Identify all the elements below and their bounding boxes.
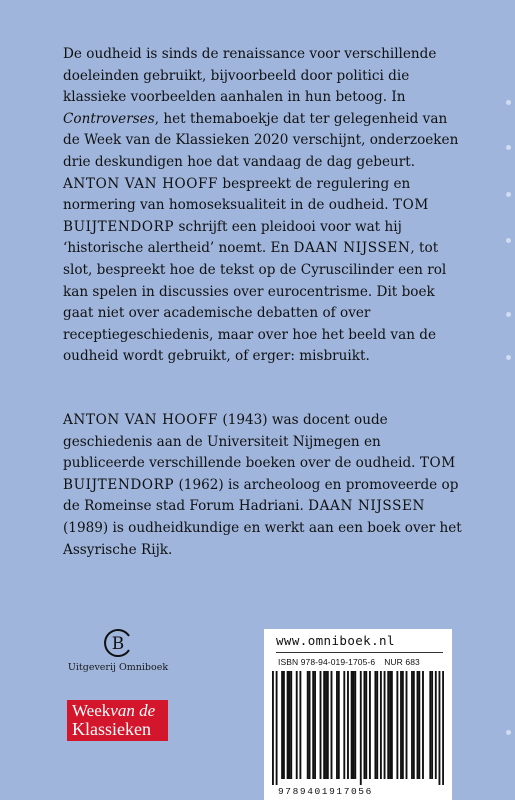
barcode-bar: [429, 671, 431, 779]
bio-name-daan-nijssen: DAAN NIJSSEN: [308, 498, 426, 515]
barcode-bar: [281, 671, 283, 779]
barcode-bar: [325, 671, 327, 779]
edge-mark: [506, 312, 511, 317]
edge-mark: [506, 238, 511, 243]
barcode-bar: [353, 671, 355, 779]
barcode-bar: [320, 671, 322, 779]
barcode-bar: [435, 671, 437, 779]
isbn-number: ISBN 978-94-019-1705-6: [278, 657, 376, 667]
edge-mark: [506, 192, 511, 197]
barcode-bar: [365, 671, 367, 779]
barcode-bar: [418, 671, 420, 779]
blurb-text: [63, 44, 463, 368]
blurb-sentence: schrijft een pleidooi voor wat hij ‘historische alertheid’ noemt. En: [63, 218, 402, 257]
barcode-bar: [417, 671, 419, 779]
barcode-bar: [314, 671, 316, 779]
edge-mark: [506, 355, 511, 360]
barcode-bar: [347, 671, 349, 779]
blurb-sentence: De oudheid is sinds de renaissance voor verschillende doeleinden gebruikt, bijvoorbeeld door politici die klassieke voorbeelden aanhalen in hun betoog. In: [63, 46, 437, 106]
barcode-bar: [406, 671, 408, 779]
author-name-anton-van-hooff: ANTON VAN HOOFF: [63, 175, 219, 192]
barcode-bar: [327, 671, 329, 779]
barcode-bar: [307, 671, 309, 779]
barcode-bar: [374, 671, 376, 779]
barcode-bar: [369, 671, 371, 779]
barcode-bar: [290, 671, 292, 779]
blurb-sentence: bespreekt de regulering en normering van homoseksualiteit in de oudheid.: [63, 175, 411, 214]
wvdk-word-klassieken: Klassieken: [72, 719, 151, 739]
barcode-bar: [288, 671, 290, 779]
author-name-tom-buijtendorp: TOM BUIJTENDORP: [63, 197, 429, 235]
bio-paragraph: [63, 410, 463, 561]
barcode-bar: [439, 671, 441, 785]
blurb-paragraph: [63, 44, 463, 368]
blurb-sentence: , tot slot, bespreekt hoe de tekst op de Cyruscilinder een rol kan spelen in discussies over eurocentrisme. Dit boek gaat niet over academische debatten of over receptiegeschiedenis, maar over hoe het beeld van de oudheid wordt gebruikt, of erger: misbruikt.: [63, 240, 447, 365]
barcode-bar: [354, 671, 356, 779]
barcode-digits: 9789401917056: [278, 786, 373, 797]
blurb-sentence: , het themaboekje dat ter gelegenheid van de Week van de Klassieken 2020 verschijnt, onderzoeken drie deskundigen hoe dat vandaag de dag gebeurt.: [63, 110, 459, 170]
isbn-line: [278, 657, 429, 667]
barcode-bar: [396, 671, 398, 779]
bio-sentence: (1989) is oudheidkundige en werkt aan een boek over het Assyrische Rijk.: [63, 519, 462, 558]
barcode-bar: [389, 671, 391, 779]
author-bios: [63, 410, 463, 561]
nur-code: NUR 683: [384, 657, 420, 667]
barcode-bar: [384, 671, 386, 779]
barcode-bar: [338, 671, 340, 779]
barcode-bar: [283, 671, 285, 779]
barcode-bar: [323, 671, 325, 779]
barcode-bar: [272, 671, 274, 785]
barcode-bar: [376, 671, 378, 779]
barcode-icon: [272, 671, 444, 785]
barcode-bar: [387, 671, 389, 779]
barcode-bar: [400, 671, 402, 779]
barcode-bar: [360, 671, 362, 785]
barcode-bar: [442, 671, 444, 785]
publisher-logo-letter: B: [111, 634, 125, 654]
wvdk-word-week: Week: [72, 701, 111, 720]
barcode-bar: [309, 671, 311, 779]
bio-name-tom-buijtendorp: TOM BUIJTENDORP: [63, 455, 456, 493]
edge-mark: [506, 145, 511, 150]
barcode-bar: [431, 671, 433, 779]
barcode-bar: [380, 671, 382, 779]
barcode-bar: [336, 671, 338, 779]
barcode-bar: [299, 671, 301, 779]
barcode-bar: [296, 671, 298, 779]
barcode-bar: [363, 671, 365, 779]
barcode-bar: [287, 671, 289, 779]
barcode-panel: [264, 629, 452, 800]
divider: [276, 652, 443, 653]
publisher-block: [58, 626, 178, 673]
barcode-bar: [343, 671, 345, 779]
edge-mark: [506, 100, 511, 105]
barcode-bar: [276, 671, 278, 785]
wvdk-word-van-de: van de: [110, 701, 156, 720]
publisher-url: www.omniboek.nl: [276, 633, 395, 648]
edge-mark: [506, 730, 511, 735]
barcode-bar: [411, 671, 413, 779]
wvdk-logo-line1: [72, 702, 164, 720]
barcode-bar: [402, 671, 404, 779]
bio-sentence: (1962) is archeoloog en promoveerde op de Romeinse stad Forum Hadriani.: [63, 476, 459, 515]
barcode-bar: [422, 671, 424, 779]
author-name-daan-nijssen: DAAN NIJSSEN: [293, 240, 411, 257]
publisher-name: Uitgeverij Omniboek: [67, 662, 169, 673]
bio-sentence: (1943) was docent oude geschiedenis aan de Universiteit Nijmegen en publiceerde verschillende boeken over de oudheid.: [63, 412, 420, 472]
barcode-bar: [351, 671, 353, 779]
week-van-de-klassieken-logo: [67, 700, 168, 741]
barcode-bar: [331, 671, 333, 779]
barcode-bar: [413, 671, 415, 779]
barcode-bar: [391, 671, 393, 779]
publisher-logo-icon: [101, 626, 135, 660]
book-title-italic: Controverses: [63, 110, 155, 127]
barcode-bar: [312, 671, 314, 779]
bio-name-anton-van-hooff: ANTON VAN HOOFF: [63, 412, 219, 428]
